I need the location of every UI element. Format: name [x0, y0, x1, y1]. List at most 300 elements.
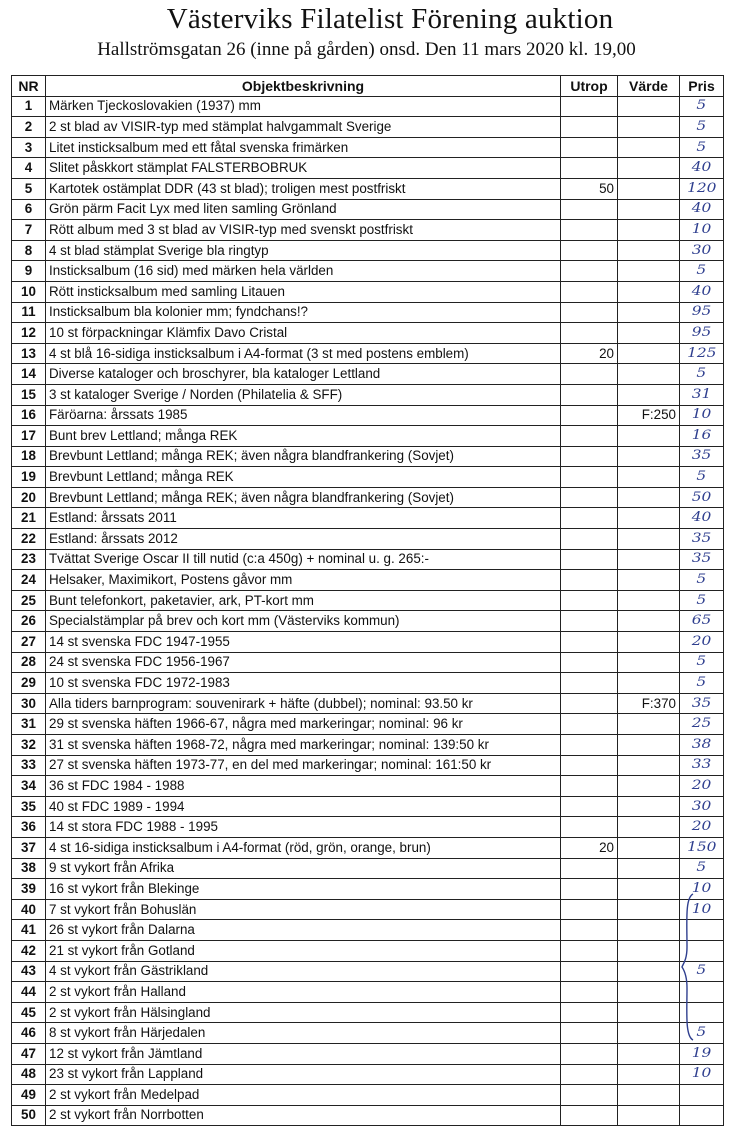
final-price-cell — [680, 281, 724, 302]
lot-description-cell: 29 st svenska häften 1966-67, några med markeringar; nominal: 96 kr — [46, 714, 561, 735]
lot-description-cell: Brevbunt Lettland; många REK; även några blandfrankering (Sovjet) — [46, 487, 561, 508]
table-row — [12, 158, 724, 179]
lot-description-cell: 2 st vykort från Medelpad — [46, 1085, 561, 1106]
lot-number-cell: 20 — [12, 487, 46, 508]
value-cell — [618, 652, 680, 673]
starting-price-cell — [561, 570, 618, 591]
lot-number-cell: 50 — [12, 1105, 46, 1126]
starting-price-cell — [561, 281, 618, 302]
table-row — [12, 570, 724, 591]
lot-number-cell: 4 — [12, 158, 46, 179]
starting-price-cell — [561, 158, 618, 179]
final-price-cell — [680, 673, 724, 694]
value-cell — [618, 199, 680, 220]
value-cell — [618, 858, 680, 879]
lot-number-cell: 39 — [12, 879, 46, 900]
final-price-cell — [680, 899, 724, 920]
lot-description-cell: Kartotek ostämplat DDR (43 st blad); troligen mest postfriskt — [46, 178, 561, 199]
handwritten-price: 25 — [691, 716, 712, 732]
final-price-cell — [680, 632, 724, 653]
handwritten-price: 50 — [691, 489, 712, 505]
handwritten-price: 20 — [691, 633, 712, 649]
lot-description-cell: Specialstämplar på brev och kort mm (Västerviks kommun) — [46, 611, 561, 632]
final-price-cell — [680, 117, 724, 138]
value-cell — [618, 343, 680, 364]
table-row — [12, 220, 724, 241]
lot-number-cell: 25 — [12, 590, 46, 611]
lot-description-cell: Estland: årssats 2011 — [46, 508, 561, 529]
lot-number-cell: 2 — [12, 117, 46, 138]
column-header-utrop: Utrop — [561, 76, 618, 97]
table-row — [12, 837, 724, 858]
table-row — [12, 714, 724, 735]
lot-number-cell: 47 — [12, 1043, 46, 1064]
handwritten-price: 10 — [691, 880, 712, 896]
final-price-cell — [680, 384, 724, 405]
handwritten-price: 30 — [691, 242, 712, 258]
table-row — [12, 673, 724, 694]
auction-table — [11, 75, 724, 1126]
value-cell — [618, 590, 680, 611]
lot-number-cell: 31 — [12, 714, 46, 735]
value-cell — [618, 364, 680, 385]
lot-description-cell: 4 st blå 16-sidiga insticksalbum i A4-format (3 st med postens emblem) — [46, 343, 561, 364]
lot-description-cell: 4 st blad stämplat Sverige bla ringtyp — [46, 240, 561, 261]
table-row — [12, 590, 724, 611]
table-row — [12, 384, 724, 405]
table-row — [12, 735, 724, 756]
lot-description-cell: 10 st svenska FDC 1972-1983 — [46, 673, 561, 694]
final-price-cell — [680, 796, 724, 817]
final-price-cell — [680, 1023, 724, 1044]
value-cell: F:370 — [618, 693, 680, 714]
final-price-cell — [680, 96, 724, 117]
handwritten-price: 10 — [691, 901, 712, 917]
lot-description-cell: 4 st vykort från Gästrikland — [46, 961, 561, 982]
lot-number-cell: 48 — [12, 1064, 46, 1085]
starting-price-cell — [561, 508, 618, 529]
handwritten-price: 5 — [696, 263, 707, 279]
lot-description-cell: Bunt telefonkort, paketavier, ark, PT-kort mm — [46, 590, 561, 611]
final-price-cell — [680, 755, 724, 776]
lot-description-cell: 2 st vykort från Norrbotten — [46, 1105, 561, 1126]
lot-number-cell: 21 — [12, 508, 46, 529]
table-row — [12, 879, 724, 900]
table-body — [12, 96, 724, 1126]
final-price-cell — [680, 570, 724, 591]
lot-description-cell: Slitet påskkort stämplat FALSTERBOBRUK — [46, 158, 561, 179]
value-cell — [618, 137, 680, 158]
value-cell — [618, 508, 680, 529]
starting-price-cell — [561, 426, 618, 447]
lot-description-cell: 12 st vykort från Jämtland — [46, 1043, 561, 1064]
lot-description-cell: Tvättat Sverige Oscar II till nutid (c:a 450g) + nominal u. g. 265:- — [46, 549, 561, 570]
starting-price-cell — [561, 240, 618, 261]
lot-number-cell: 22 — [12, 529, 46, 550]
final-price-cell — [680, 590, 724, 611]
value-cell — [618, 220, 680, 241]
value-cell — [618, 1043, 680, 1064]
lot-description-cell: Färöarna: årssats 1985 — [46, 405, 561, 426]
handwritten-price: 5 — [696, 98, 707, 114]
lot-number-cell: 36 — [12, 817, 46, 838]
final-price-cell — [680, 487, 724, 508]
value-cell — [618, 632, 680, 653]
page-title: Västerviks Filatelist Förening auktion — [166, 3, 614, 35]
handwritten-price: 20 — [691, 777, 712, 793]
value-cell — [618, 426, 680, 447]
table-row — [12, 1043, 724, 1064]
handwritten-price: 5 — [696, 963, 707, 979]
lot-description-cell: Rött insticksalbum med samling Litauen — [46, 281, 561, 302]
starting-price-cell — [561, 487, 618, 508]
value-cell — [618, 302, 680, 323]
table-row — [12, 776, 724, 797]
lot-description-cell: Märken Tjeckoslovakien (1937) mm — [46, 96, 561, 117]
handwritten-price: 5 — [696, 592, 707, 608]
table-row — [12, 899, 724, 920]
lot-description-cell: 3 st kataloger Sverige / Norden (Philatelia & SFF) — [46, 384, 561, 405]
table-row — [12, 693, 724, 714]
lot-number-cell: 35 — [12, 796, 46, 817]
final-price-cell — [680, 323, 724, 344]
table-row — [12, 364, 724, 385]
lot-number-cell: 37 — [12, 837, 46, 858]
lot-number-cell: 33 — [12, 755, 46, 776]
value-cell — [618, 487, 680, 508]
value-cell — [618, 817, 680, 838]
lot-number-cell: 28 — [12, 652, 46, 673]
lot-number-cell: 7 — [12, 220, 46, 241]
lot-number-cell: 9 — [12, 261, 46, 282]
starting-price-cell — [561, 1064, 618, 1085]
starting-price-cell — [561, 405, 618, 426]
handwritten-price: 65 — [691, 613, 712, 629]
handwritten-price: 31 — [691, 386, 712, 402]
handwritten-price: 35 — [691, 695, 712, 711]
final-price-cell — [680, 611, 724, 632]
lot-number-cell: 38 — [12, 858, 46, 879]
value-cell — [618, 1023, 680, 1044]
starting-price-cell — [561, 323, 618, 344]
handwritten-price: 33 — [691, 757, 712, 773]
final-price-cell — [680, 158, 724, 179]
starting-price-cell — [561, 261, 618, 282]
final-price-cell — [680, 1002, 724, 1023]
starting-price-cell — [561, 220, 618, 241]
column-header-pris: Pris — [680, 76, 724, 97]
lot-number-cell: 41 — [12, 920, 46, 941]
table-row — [12, 529, 724, 550]
final-price-cell — [680, 529, 724, 550]
lot-description-cell: 31 st svenska häften 1968-72, några med markeringar; nominal: 139:50 kr — [46, 735, 561, 756]
handwritten-price: 16 — [691, 427, 712, 443]
handwritten-price: 95 — [691, 304, 712, 320]
lot-number-cell: 16 — [12, 405, 46, 426]
lot-description-cell: 14 st stora FDC 1988 - 1995 — [46, 817, 561, 838]
lot-description-cell: 4 st 16-sidiga insticksalbum i A4-format (röd, grön, orange, brun) — [46, 837, 561, 858]
lot-number-cell: 15 — [12, 384, 46, 405]
lot-number-cell: 45 — [12, 1002, 46, 1023]
handwritten-price: 5 — [696, 860, 707, 876]
starting-price-cell: 20 — [561, 837, 618, 858]
lot-number-cell: 17 — [12, 426, 46, 447]
lot-number-cell: 23 — [12, 549, 46, 570]
starting-price-cell — [561, 529, 618, 550]
starting-price-cell — [561, 858, 618, 879]
lot-description-cell: Rött album med 3 st blad av VISIR-typ med svenskt postfriskt — [46, 220, 561, 241]
lot-number-cell: 8 — [12, 240, 46, 261]
handwritten-price: 5 — [696, 1025, 707, 1041]
lot-description-cell: 21 st vykort från Gotland — [46, 940, 561, 961]
table-row — [12, 405, 724, 426]
starting-price-cell — [561, 796, 618, 817]
final-price-cell — [680, 735, 724, 756]
lot-number-cell: 12 — [12, 323, 46, 344]
table-row — [12, 302, 724, 323]
starting-price-cell — [561, 755, 618, 776]
value-cell — [618, 735, 680, 756]
table-row — [12, 240, 724, 261]
final-price-cell — [680, 1105, 724, 1126]
starting-price-cell — [561, 117, 618, 138]
handwritten-price: 30 — [691, 798, 712, 814]
table-row — [12, 549, 724, 570]
value-cell — [618, 261, 680, 282]
table-row — [12, 940, 724, 961]
starting-price-cell — [561, 776, 618, 797]
starting-price-cell — [561, 199, 618, 220]
table-row — [12, 1105, 724, 1126]
lot-number-cell: 49 — [12, 1085, 46, 1106]
value-cell — [618, 240, 680, 261]
table-row — [12, 611, 724, 632]
lot-description-cell: 23 st vykort från Lappland — [46, 1064, 561, 1085]
lot-description-cell: 27 st svenska häften 1973-77, en del med markeringar; nominal: 161:50 kr — [46, 755, 561, 776]
lot-description-cell: 26 st vykort från Dalarna — [46, 920, 561, 941]
table-row — [12, 920, 724, 941]
final-price-cell — [680, 776, 724, 797]
final-price-cell — [680, 508, 724, 529]
table-row — [12, 755, 724, 776]
starting-price-cell — [561, 96, 618, 117]
final-price-cell — [680, 714, 724, 735]
final-price-cell — [680, 137, 724, 158]
final-price-cell — [680, 1043, 724, 1064]
handwritten-price: 95 — [691, 324, 712, 340]
lot-number-cell: 24 — [12, 570, 46, 591]
final-price-cell — [680, 240, 724, 261]
table-row — [12, 796, 724, 817]
final-price-cell — [680, 879, 724, 900]
lot-description-cell: 2 st blad av VISIR-typ med stämplat halvgammalt Sverige — [46, 117, 561, 138]
table-row — [12, 467, 724, 488]
lot-number-cell: 26 — [12, 611, 46, 632]
final-price-cell — [680, 1064, 724, 1085]
table-row — [12, 487, 724, 508]
handwritten-price: 150 — [686, 839, 717, 855]
final-price-cell — [680, 652, 724, 673]
lot-description-cell: Grön pärm Facit Lyx med liten samling Grönland — [46, 199, 561, 220]
table-header-row — [12, 76, 724, 97]
handwritten-price: 5 — [696, 469, 707, 485]
lot-description-cell: Litet insticksalbum med ett fåtal svenska frimärken — [46, 137, 561, 158]
handwritten-price: 35 — [691, 530, 712, 546]
handwritten-price: 5 — [696, 654, 707, 670]
starting-price-cell — [561, 384, 618, 405]
value-cell — [618, 961, 680, 982]
starting-price-cell — [561, 590, 618, 611]
lot-number-cell: 1 — [12, 96, 46, 117]
lot-number-cell: 19 — [12, 467, 46, 488]
starting-price-cell — [561, 879, 618, 900]
handwritten-price: 10 — [691, 1066, 712, 1082]
final-price-cell — [680, 405, 724, 426]
starting-price-cell — [561, 735, 618, 756]
starting-price-cell — [561, 1023, 618, 1044]
final-price-cell — [680, 199, 724, 220]
value-cell: F:250 — [618, 405, 680, 426]
starting-price-cell — [561, 982, 618, 1003]
column-header-description: Objektbeskrivning — [46, 76, 561, 97]
final-price-cell — [680, 1085, 724, 1106]
starting-price-cell — [561, 961, 618, 982]
value-cell — [618, 178, 680, 199]
handwritten-price: 5 — [696, 675, 707, 691]
value-cell — [618, 1064, 680, 1085]
value-cell — [618, 714, 680, 735]
value-cell — [618, 467, 680, 488]
table-row — [12, 982, 724, 1003]
final-price-cell — [680, 426, 724, 447]
starting-price-cell — [561, 467, 618, 488]
lot-description-cell: Brevbunt Lettland; många REK — [46, 467, 561, 488]
value-cell — [618, 549, 680, 570]
value-cell — [618, 755, 680, 776]
handwritten-price: 125 — [686, 345, 717, 361]
final-price-cell — [680, 858, 724, 879]
value-cell — [618, 1105, 680, 1126]
handwritten-price: 40 — [691, 283, 712, 299]
table-row — [12, 817, 724, 838]
handwritten-price: 10 — [691, 407, 712, 423]
value-cell — [618, 529, 680, 550]
starting-price-cell — [561, 446, 618, 467]
table-row — [12, 632, 724, 653]
handwritten-price: 5 — [696, 366, 707, 382]
lot-description-cell: Bunt brev Lettland; många REK — [46, 426, 561, 447]
value-cell — [618, 117, 680, 138]
value-cell — [618, 323, 680, 344]
final-price-cell — [680, 549, 724, 570]
starting-price-cell — [561, 364, 618, 385]
final-price-cell — [680, 261, 724, 282]
starting-price-cell — [561, 652, 618, 673]
table-row — [12, 96, 724, 117]
table-row — [12, 858, 724, 879]
final-price-cell — [680, 920, 724, 941]
starting-price-cell — [561, 693, 618, 714]
lot-description-cell: 9 st vykort från Afrika — [46, 858, 561, 879]
starting-price-cell — [561, 632, 618, 653]
final-price-cell — [680, 940, 724, 961]
table-row — [12, 261, 724, 282]
final-price-cell — [680, 178, 724, 199]
lot-description-cell: 2 st vykort från Halland — [46, 982, 561, 1003]
starting-price-cell — [561, 714, 618, 735]
lot-number-cell: 40 — [12, 899, 46, 920]
table-row — [12, 117, 724, 138]
handwritten-price: 5 — [696, 139, 707, 155]
lot-number-cell: 42 — [12, 940, 46, 961]
handwritten-price: 5 — [696, 118, 707, 134]
handwritten-price: 35 — [691, 448, 712, 464]
lot-number-cell: 46 — [12, 1023, 46, 1044]
starting-price-cell — [561, 611, 618, 632]
lot-number-cell: 11 — [12, 302, 46, 323]
starting-price-cell — [561, 137, 618, 158]
lot-number-cell: 3 — [12, 137, 46, 158]
value-cell — [618, 879, 680, 900]
final-price-cell — [680, 817, 724, 838]
starting-price-cell: 20 — [561, 343, 618, 364]
lot-description-cell: 2 st vykort från Hälsingland — [46, 1002, 561, 1023]
final-price-cell — [680, 837, 724, 858]
table-row — [12, 426, 724, 447]
final-price-cell — [680, 693, 724, 714]
value-cell — [618, 776, 680, 797]
lot-number-cell: 30 — [12, 693, 46, 714]
value-cell — [618, 611, 680, 632]
lot-description-cell: Insticksalbum bla kolonier mm; fyndchans!? — [46, 302, 561, 323]
lot-description-cell: Helsaker, Maximikort, Postens gåvor mm — [46, 570, 561, 591]
handwritten-price: 20 — [691, 819, 712, 835]
table-row — [12, 1064, 724, 1085]
table-row — [12, 281, 724, 302]
table-row — [12, 178, 724, 199]
value-cell — [618, 837, 680, 858]
final-price-cell — [680, 446, 724, 467]
handwritten-price: 5 — [696, 572, 707, 588]
value-cell — [618, 982, 680, 1003]
starting-price-cell — [561, 1002, 618, 1023]
lot-description-cell: Alla tiders barnprogram: souvenirark + häfte (dubbel); nominal: 93.50 kr — [46, 693, 561, 714]
column-header-varde: Värde — [618, 76, 680, 97]
table-row — [12, 199, 724, 220]
handwritten-price: 35 — [691, 551, 712, 567]
starting-price-cell — [561, 1043, 618, 1064]
lot-description-cell: Brevbunt Lettland; många REK; även några blandfrankering (Sovjet) — [46, 446, 561, 467]
lot-description-cell: Diverse kataloger och broschyrer, bla kataloger Lettland — [46, 364, 561, 385]
value-cell — [618, 899, 680, 920]
value-cell — [618, 796, 680, 817]
lot-description-cell: Insticksalbum (16 sid) med märken hela världen — [46, 261, 561, 282]
starting-price-cell — [561, 920, 618, 941]
lot-number-cell: 5 — [12, 178, 46, 199]
table-row — [12, 323, 724, 344]
starting-price-cell — [561, 940, 618, 961]
starting-price-cell — [561, 1085, 618, 1106]
table-row — [12, 137, 724, 158]
table-row — [12, 1085, 724, 1106]
lot-description-cell: 14 st svenska FDC 1947-1955 — [46, 632, 561, 653]
table-row — [12, 652, 724, 673]
lot-number-cell: 29 — [12, 673, 46, 694]
lot-number-cell: 6 — [12, 199, 46, 220]
final-price-cell — [680, 364, 724, 385]
handwritten-price: 40 — [691, 510, 712, 526]
value-cell — [618, 96, 680, 117]
